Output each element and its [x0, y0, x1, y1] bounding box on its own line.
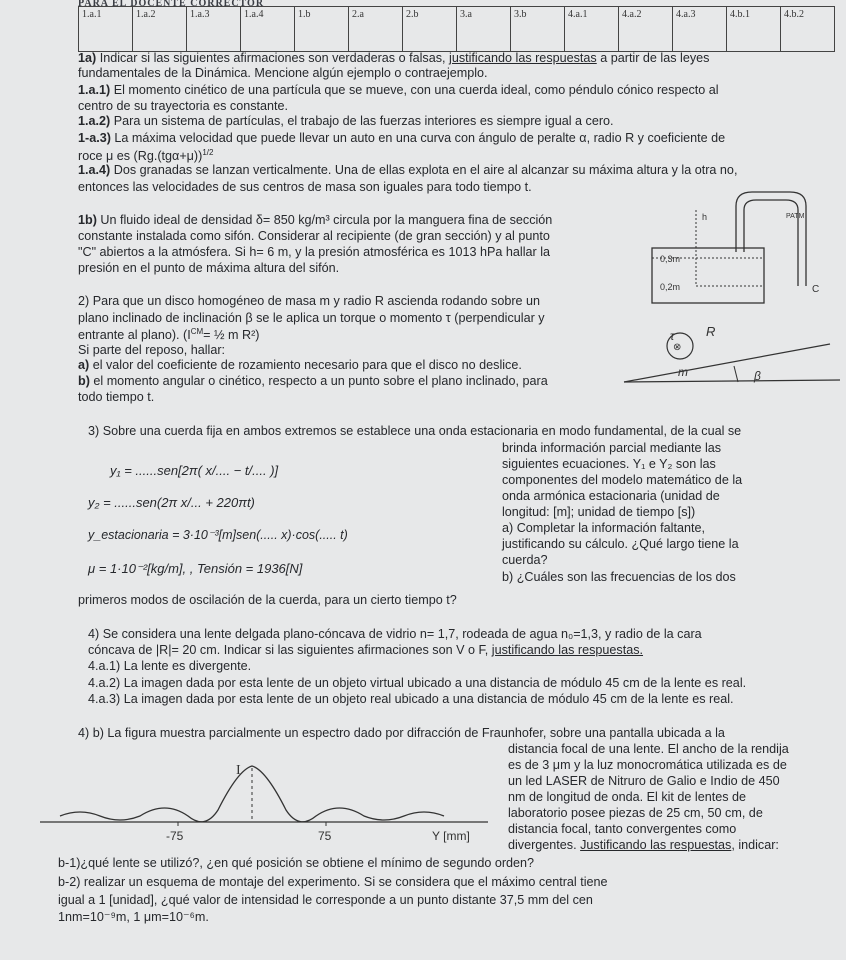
q2-b-cont: todo tiempo t. — [78, 390, 155, 404]
q1-a2-label: 1.a.2) — [78, 114, 111, 128]
q2-b-label: b) — [78, 374, 90, 388]
q1-a1-cont: centro de su trayectoria es constante. — [78, 99, 289, 113]
q4b-r7-underline: Justificando las respuestas — [580, 838, 732, 852]
q2-inertia: entrante al plano). (I — [78, 328, 191, 343]
q2-inertia-sup: CM — [190, 327, 204, 336]
q1-text-end: a partir de las leyes — [596, 51, 710, 65]
q4-line2-text: cóncava de |R|= 20 cm. Indicar si las siguientes afirmaciones son V o F, — [88, 643, 492, 657]
grid-cell: 1.a.3 — [187, 7, 241, 52]
q1-text: Indicar si las siguientes afirmaciones son verdaderas o falsas, — [96, 51, 450, 65]
q4-line2 — [88, 643, 643, 658]
q4b-b2: b-2) realizar un esquema de montaje del experimento. Si se considera que el máximo central tiene — [58, 875, 608, 889]
q1-a3-exponent: 1/2 — [202, 148, 214, 157]
grid-cell: 2.a — [349, 7, 403, 52]
grid-cell: 1.a.4 — [241, 7, 295, 52]
grading-grid — [78, 6, 835, 52]
q2-a — [78, 358, 522, 373]
grid-cell: 3.b — [511, 7, 565, 52]
q2-a-label: a) — [78, 358, 90, 372]
grid-cell: 4.a.2 — [619, 7, 673, 52]
grid-cell: 2.b — [403, 7, 457, 52]
label-i: I — [236, 763, 241, 778]
q4-a2: 4.a.2) La imagen dada por esta lente de un objeto virtual ubicado a una distancia de módulo 45 cm de la lente es real. — [88, 676, 747, 690]
q3-right8: cuerda? — [502, 553, 548, 567]
q1b-line4: presión en el punto de máxima altura del sifón. — [78, 261, 340, 275]
q1-a3-formula: roce μ es (Rg.(tgα+μ)) — [78, 149, 203, 164]
q1-a3-cont — [78, 148, 213, 164]
q1-underline: justificando las respuestas — [449, 51, 597, 65]
q2-a-text: el valor del coeficiente de rozamiento necesario para que el disco no deslice. — [89, 358, 522, 372]
q4b-line1: 4) b) La figura muestra parcialmente un espectro dado por difracción de Fraunhofer, sobre una pantalla ubicada a la — [78, 726, 725, 740]
q3-right6: a) Completar la información faltante, — [502, 521, 705, 535]
grid-cell: 1.a.1 — [79, 7, 133, 52]
diffraction-pattern-figure — [40, 750, 500, 850]
q4-line1: 4) Se considera una lente delgada plano-cóncava de vidrio n= 1,7, rodeada de agua n₀=1,3, y radio de la cara — [88, 627, 702, 641]
q3-eq-mu: μ = 1·10⁻²[kg/m], , Tensión = 1936[N] — [88, 561, 303, 576]
q4b-b3: igual a 1 [unidad], ¿qué valor de intensidad le corresponde a un punto distante 37,5 mm del cen — [58, 893, 593, 907]
q3-right5: longitud: [m]; unidad de tiempo [s]) — [502, 505, 696, 519]
grid-cell: 4.b.1 — [727, 7, 781, 52]
incline-line — [624, 344, 830, 382]
q2-line1: 2) Para que un disco homogéneo de masa m y radio R ascienda rodando sobre un — [78, 294, 541, 308]
q1-a3-text: La máxima velocidad que puede llevar un auto en una curva con ángulo de peralte α, radio R y coeficiente de — [110, 131, 726, 145]
q3-right1: brinda información parcial mediante las — [502, 441, 722, 455]
q1-a4-label: 1.a.4) — [78, 163, 111, 177]
q3-line1: 3) Sobre una cuerda fija en ambos extremos se establece una onda estacionaria en modo fundamental, de la cual se — [88, 424, 742, 438]
q2-b — [78, 374, 548, 389]
label-h: h — [702, 212, 708, 222]
q1-label: 1a) — [78, 51, 97, 65]
q1-intro-2: fundamentales de la Dinámica. Mencione algún ejemplo o contraejemplo. — [78, 66, 488, 80]
q4b-r7-text: divergentes. — [508, 838, 581, 852]
q4b-r3: un led LASER de Nitruro de Galio e Indio de 450 — [508, 774, 780, 788]
grid-cell: 4.a.3 — [673, 7, 727, 52]
label-02m: 0,2m — [660, 282, 681, 292]
hose-outer — [736, 192, 806, 286]
q2-inertia-end: = ½ m R²) — [203, 328, 260, 343]
q4b-r4: nm de longitud de onda. El kit de lentes de — [508, 790, 747, 804]
grid-cell: 4.b.2 — [781, 7, 835, 52]
q1b-line3: "C" abiertos a la atmósfera. Si h= 6 m, y la presión atmosférica es 1013 hPa hallar la — [78, 245, 550, 259]
q1-a1-text: El momento cinético de una partícula que se mueve, con una cuerda ideal, como péndulo cónico respecto al — [110, 83, 719, 97]
siphon-diagram — [640, 186, 840, 306]
grid-cell: 1.a.2 — [133, 7, 187, 52]
label-03m: 0,3m — [660, 254, 681, 264]
q3-right7: justificando su cálculo. ¿Qué largo tiene la — [502, 537, 739, 551]
q1-a3 — [78, 131, 725, 146]
q1-a2 — [78, 114, 614, 129]
q3-eq-y1: y₁ = ......sen[2π( x/.... − t/.... )] — [110, 463, 279, 478]
label-c: C — [812, 284, 820, 295]
q3-right2: siguientes ecuaciones. Y₁ e Y₂ son las — [502, 457, 716, 471]
label-m: m — [678, 365, 688, 379]
q3-line-end: primeros modos de oscilación de la cuerda, para un cierto tiempo t? — [78, 593, 457, 607]
q4-line2-underline: justificando las respuestas. — [491, 643, 644, 657]
q4-a3: 4.a.3) La imagen dada por esta lente de un objeto real ubicado a una distancia de módulo 45 cm de la lente es real. — [88, 692, 734, 706]
q4b-r1: distancia focal de una lente. El ancho de la rendija — [508, 742, 789, 756]
q3-right3: componentes del modelo matemático de la — [502, 473, 743, 487]
q4b-r7-end: , indicar: — [731, 838, 779, 852]
q1-a1 — [78, 83, 719, 98]
q1-a3-label: 1-a.3) — [78, 131, 111, 145]
label-r: R — [706, 324, 716, 339]
q4-a1: 4.a.1) La lente es divergente. — [88, 659, 252, 673]
grid-cell: 4.a.1 — [565, 7, 619, 52]
q3-right4: onda armónica estacionaria (unidad de — [502, 489, 720, 503]
ground-line — [624, 380, 840, 382]
grid-cell: 3.a — [457, 7, 511, 52]
q3-eq-stationary: y_estacionaria = 3·10⁻³[m]sen(..... x)·cos(..... t) — [88, 528, 348, 542]
q1b-text: Un fluido ideal de densidad δ= 850 kg/m³ circula por la manguera fina de sección — [96, 213, 553, 227]
q1-a1-label: 1.a.1) — [78, 83, 111, 97]
q4b-r6: distancia focal, tanto convergentes como — [508, 822, 737, 836]
q1b-line2: constante instalada como sifón. Considerar al recipiente (de gran sección) y al punto — [78, 229, 550, 243]
q1b-line1 — [78, 213, 552, 228]
label-patm: PATM — [786, 213, 805, 220]
q1b-label: 1b) — [78, 213, 97, 227]
torque-symbol: ⊗ — [673, 342, 682, 353]
q1-a4 — [78, 163, 737, 178]
q2-line3 — [78, 327, 260, 343]
q2-line4: Si parte del reposo, hallar: — [78, 343, 226, 357]
label-tau: τ — [670, 329, 675, 343]
label-y-axis: Y [mm] — [432, 829, 470, 843]
q1-intro — [78, 51, 709, 66]
corrector-header: PARA EL DOCENTE CORRECTOR — [78, 0, 265, 9]
q2-line2: plano inclinado de inclinación β se le aplica un torque o momento τ (perpendicular y — [78, 311, 545, 325]
q4b-b4: 1nm=10⁻⁹m, 1 μm=10⁻⁶m. — [58, 910, 209, 924]
label-neg75: -75 — [166, 829, 184, 843]
inclined-plane-diagram — [620, 318, 844, 388]
q4b-b1: b-1)¿qué lente se utilizó?, ¿en qué posición se obtiene el mínimo de segundo orden? — [58, 856, 535, 870]
q4b-r5: laboratorio posee piezas de 25 cm, 50 cm, de — [508, 806, 763, 820]
label-pos75: 75 — [318, 829, 332, 843]
q4b-r7 — [508, 838, 779, 853]
q3-eq-y2: y₂ = ......sen(2π x/... + 220πt) — [88, 495, 255, 510]
angle-arc — [734, 366, 738, 382]
grid-cell: 1.b — [295, 7, 349, 52]
q3-right9: b) ¿Cuáles son las frecuencias de los dos — [502, 570, 736, 584]
q2-b-text: el momento angular o cinético, respecto a un punto sobre el plano inclinado, para — [89, 374, 548, 388]
q1-a4-text: Dos granadas se lanzan verticalmente. Una de ellas explota en el aire al alcanzar su máxima altura y la otra no, — [110, 163, 738, 177]
q1-a2-text: Para un sistema de partículas, el trabajo de las fuerzas interiores es siempre igual a cero. — [110, 114, 614, 128]
q4b-r2: es de 3 μm y la luz monocromática utilizada es de — [508, 758, 787, 772]
q1-a4-cont: entonces las velocidades de sus centros de masa son iguales para todo tiempo t. — [78, 180, 532, 194]
label-beta: β — [754, 369, 761, 383]
